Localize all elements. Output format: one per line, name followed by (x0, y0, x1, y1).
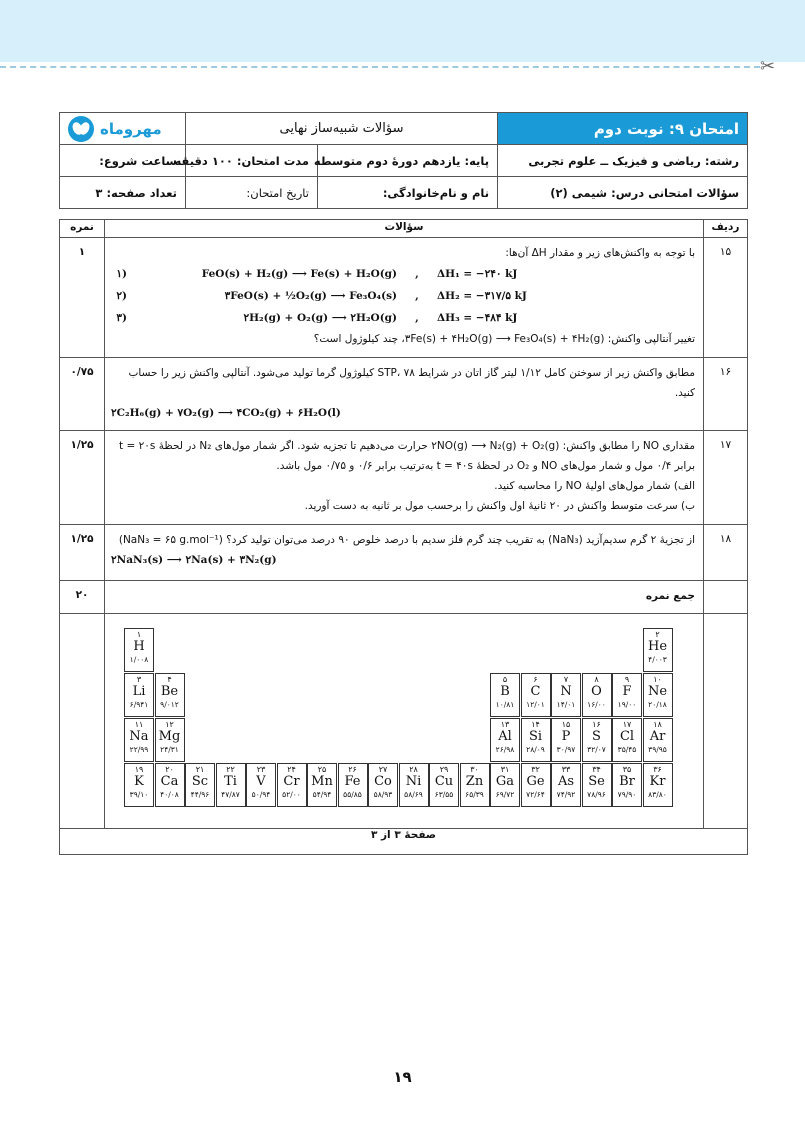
atomic-number: ۱۰ (653, 674, 662, 684)
duration-label: مدت امتحان: ۱۰۰ دقیقه (186, 145, 318, 177)
atomic-mass: ۲۰/۱۸ (648, 699, 667, 709)
question-ask: تغییر آنتالپی واکنش: ۳Fe(s) + ۴H₂O(g) ⟶ Fe₃O₄(s) + ۴H₂(g)، چند کیلوژول است؟ (313, 332, 695, 345)
reaction-line (111, 286, 695, 308)
periodic-table (124, 628, 684, 818)
element-symbol: Be (160, 683, 179, 699)
reaction-equation: ۳FeO(s) + ½O₂(g) ⟶ Fe₃O₄(s) (224, 289, 397, 302)
atomic-number: ۲۵ (317, 764, 327, 774)
atomic-mass: ۶۵/۳۹ (465, 789, 484, 799)
atomic-number: ۱۳ (500, 719, 510, 729)
element-symbol: K (134, 773, 144, 789)
element-symbol: Ca (160, 773, 179, 789)
atomic-number: ۲۹ (439, 764, 449, 774)
reaction-equation: FeO(s) + H₂(g) ⟶ Fe(s) + H₂O(g) (201, 267, 397, 280)
atomic-mass: ۷۸/۹۶ (587, 789, 606, 799)
cut-line (0, 66, 760, 68)
atomic-mass: ۷۴/۹۲ (556, 789, 576, 799)
atomic-mass: ۲۴/۳۱ (160, 744, 179, 754)
question-equation: ۲C₂H₆(g) + ۷O₂(g) ⟶ ۴CO₂(g) + ۶H₂O(l) (111, 406, 341, 419)
element-cell-v (246, 763, 276, 807)
atomic-mass: ۴/۰۰۳ (648, 654, 667, 664)
page-footer: صفحهٔ ۳ از ۳ (60, 828, 748, 854)
atomic-mass: ۵۰/۹۴ (251, 789, 271, 799)
element-symbol: Sc (191, 773, 209, 789)
atomic-number: ۱۹ (134, 764, 144, 774)
reaction-separator: , (415, 311, 419, 324)
atomic-number: ۳۰ (470, 764, 479, 774)
atomic-number: ۷ (563, 674, 569, 684)
question-row (60, 238, 748, 358)
atomic-number: ۲۶ (348, 764, 357, 774)
atomic-mass: ۳۰/۹۷ (556, 744, 576, 754)
element-cell-b (490, 673, 520, 717)
atomic-number: ۳۴ (592, 764, 601, 774)
total-row (60, 580, 748, 613)
exam-title: امتحان ۹: نوبت دوم (498, 113, 748, 145)
element-cell-ga (490, 763, 520, 807)
atomic-mass: ۳۵/۴۵ (617, 744, 637, 754)
element-cell-na (124, 718, 154, 762)
atomic-mass: ۷۹/۹۰ (617, 789, 637, 799)
atomic-mass: ۱۴/۰۱ (556, 699, 576, 709)
element-cell-ni (399, 763, 429, 807)
brand-cell (60, 113, 186, 145)
atomic-number: ۲۱ (195, 764, 205, 774)
element-symbol: Cu (434, 773, 454, 789)
atomic-number: ۱۵ (561, 719, 571, 729)
element-cell-si (521, 718, 551, 762)
element-symbol: Cl (619, 728, 635, 744)
element-symbol: H (133, 638, 145, 654)
question-body (105, 430, 704, 524)
reaction-separator: , (415, 267, 419, 280)
atomic-number: ۳۳ (561, 764, 571, 774)
element-symbol: Ne (647, 683, 668, 699)
element-cell-h (124, 628, 154, 672)
element-symbol: Kr (649, 773, 666, 789)
element-symbol: B (500, 683, 510, 699)
atomic-mass: ۴۰/۰۸ (160, 789, 179, 799)
page-number: ۱۹ (393, 1068, 412, 1086)
element-symbol: C (530, 683, 541, 699)
element-cell-ca (155, 763, 185, 807)
reaction-label: ۳) (116, 311, 127, 324)
atomic-mass: ۱/۰۰۸ (129, 654, 149, 664)
element-symbol: V (256, 773, 266, 789)
question-number: ۱۸ (704, 524, 748, 580)
atomic-mass: ۴۴/۹۶ (190, 789, 210, 799)
atomic-mass: ۵۸/۶۹ (404, 789, 423, 799)
element-symbol: Ar (649, 728, 666, 744)
atomic-number: ۲۲ (226, 764, 235, 774)
grade-label: پایه: یازدهم دورهٔ دوم متوسطه (318, 145, 498, 177)
reaction-line (111, 264, 695, 286)
reaction-enthalpy: ΔH₁ = −۲۴۰ kJ (437, 267, 518, 280)
field-label: رشته: ریاضی و فیزیک ــ علوم تجربی (498, 145, 748, 177)
page-count-label: تعداد صفحه: ۳ (60, 177, 186, 209)
question-body (105, 238, 704, 358)
exam-sheet (59, 112, 747, 855)
atomic-mass: ۵۴/۹۴ (312, 789, 332, 799)
reaction-line (111, 308, 695, 330)
question-row (60, 358, 748, 431)
question-part-a: الف) شمار مول‌های اولیهٔ NO را محاسبه کنید. (494, 479, 695, 492)
question-number: ۱۷ (704, 430, 748, 524)
element-cell-sc (185, 763, 215, 807)
brand-name: مهروماه (100, 119, 162, 138)
element-symbol: O (591, 683, 602, 699)
element-symbol: P (561, 728, 571, 744)
atomic-number: ۴ (167, 674, 172, 684)
atomic-mass: ۵۵/۸۵ (343, 789, 362, 799)
atomic-number: ۹ (624, 674, 630, 684)
element-symbol: Mn (311, 773, 333, 789)
brand-logo (68, 116, 177, 142)
element-cell-o (582, 673, 612, 717)
atomic-number: ۱۸ (653, 719, 662, 729)
top-banner (0, 0, 805, 62)
atomic-number: ۱۲ (165, 719, 174, 729)
question-equation: ۲NaN₃(s) ⟶ ۲Na(s) + ۳N₂(g) (111, 553, 277, 566)
atomic-mass: ۶۹/۷۲ (495, 789, 515, 799)
element-cell-p (551, 718, 581, 762)
question-score: ۱/۲۵ (60, 430, 105, 524)
atomic-mass: ۸۳/۸۰ (648, 789, 667, 799)
element-symbol: Si (528, 728, 543, 744)
exam-series: سؤالات شبیه‌ساز نهایی (186, 113, 498, 145)
atomic-mass: ۱۹/۰۰ (617, 699, 637, 709)
element-symbol: He (647, 638, 668, 654)
atomic-mass: ۵۸/۹۳ (373, 789, 393, 799)
atomic-number: ۳ (136, 674, 142, 684)
element-cell-he (643, 628, 673, 672)
atomic-number: ۳۵ (622, 764, 632, 774)
atomic-mass: ۷۲/۶۴ (526, 789, 545, 799)
questions-header: سؤالات (105, 220, 704, 238)
atomic-number: ۳۲ (531, 764, 540, 774)
reaction-label: ۲) (116, 289, 127, 302)
row-header: ردیف (704, 220, 748, 238)
atomic-number: ۲۴ (287, 764, 296, 774)
question-score: ۱/۲۵ (60, 524, 105, 580)
atomic-number: ۳۱ (500, 764, 510, 774)
element-symbol: Ga (495, 773, 515, 789)
element-cell-se (582, 763, 612, 807)
element-cell-as (551, 763, 581, 807)
element-cell-zn (460, 763, 490, 807)
reaction-equation: ۲H₂(g) + O₂(g) ⟶ ۲H₂O(g) (243, 311, 397, 324)
atomic-mass: ۹/۰۱۲ (160, 699, 179, 709)
atomic-mass: ۶۳/۵۵ (434, 789, 454, 799)
total-score: ۲۰ (60, 580, 105, 613)
element-cell-cu (429, 763, 459, 807)
page-footer-row (60, 828, 748, 854)
atomic-mass: ۴۷/۸۷ (221, 789, 240, 799)
atomic-mass: ۲۲/۹۹ (129, 744, 149, 754)
question-body (105, 358, 704, 431)
element-cell-ge (521, 763, 551, 807)
element-cell-li (124, 673, 154, 717)
atomic-number: ۸ (594, 674, 599, 684)
name-label: نام و نام‌خانوادگی: (318, 177, 498, 209)
question-score: ۰/۷۵ (60, 358, 105, 431)
atomic-mass: ۳۹/۹۵ (648, 744, 667, 754)
atomic-mass: ۱۰/۸۱ (495, 699, 515, 709)
element-symbol: Ge (526, 773, 545, 789)
element-symbol: Na (129, 728, 149, 744)
atomic-number: ۱۱ (134, 719, 144, 729)
element-cell-mg (155, 718, 185, 762)
scissors-icon: ✂ (760, 56, 776, 77)
element-symbol: Ti (224, 773, 237, 789)
question-part-b: ب) سرعت متوسط واکنش در ۲۰ ثانیهٔ اول واکنش را برحسب مول بر ثانیه به دست آورید. (304, 499, 695, 512)
atomic-number: ۱۴ (531, 719, 540, 729)
atomic-number: ۱۶ (592, 719, 601, 729)
element-cell-br (612, 763, 642, 807)
question-text: مطابق واکنش زیر از سوختن کامل ۱/۱۲ لیتر گاز اتان در شرایط STP، ۷۸ کیلوژول گرما تولید می‌شود. آنتالپی واکنش زیر را حساب کنید. (128, 367, 695, 399)
atomic-number: ۳۶ (653, 764, 662, 774)
atomic-number: ۶ (533, 674, 538, 684)
reaction-enthalpy: ΔH₂ = −۳۱۷/۵ kJ (437, 289, 527, 302)
question-text: از تجزیهٔ ۲ گرم سدیم‌آزید (NaN₃) به تقریب چند گرم فلز سدیم با درصد خلوص ۹۰ درصد می‌توان تولید کرد؟ (NaN₃ = ۶۵ g.mol⁻¹) (118, 533, 695, 546)
element-cell-cl (612, 718, 642, 762)
atomic-mass: ۱۶/۰۰ (587, 699, 606, 709)
butterfly-icon (68, 116, 94, 142)
element-cell-be (155, 673, 185, 717)
element-symbol: Mg (158, 728, 181, 744)
element-cell-s (582, 718, 612, 762)
element-symbol: Zn (465, 773, 484, 789)
element-symbol: Li (132, 683, 146, 699)
element-cell-ne (643, 673, 673, 717)
element-symbol: Cr (283, 773, 300, 789)
atomic-mass: ۲۸/۰۹ (526, 744, 545, 754)
atomic-mass: ۵۲/۰۰ (282, 789, 301, 799)
element-symbol: Fe (344, 773, 361, 789)
element-symbol: S (592, 728, 601, 744)
atomic-number: ۲ (655, 629, 660, 639)
total-label: جمع نمره (105, 580, 704, 613)
reaction-separator: , (415, 289, 419, 302)
element-symbol: Ni (405, 773, 422, 789)
atomic-number: ۲۳ (256, 764, 266, 774)
periodic-table-row (60, 613, 748, 828)
atomic-mass: ۶/۹۴۱ (129, 699, 149, 709)
question-row (60, 430, 748, 524)
element-cell-ar (643, 718, 673, 762)
atomic-mass: ۱۲/۰۱ (526, 699, 545, 709)
date-label: تاریخ امتحان: (186, 177, 318, 209)
question-body (105, 524, 704, 580)
element-cell-c (521, 673, 551, 717)
element-cell-k (124, 763, 154, 807)
atomic-number: ۵ (502, 674, 508, 684)
element-symbol: Co (374, 773, 392, 789)
reaction-label: ۱) (116, 267, 127, 280)
question-row (60, 524, 748, 580)
element-cell-ti (216, 763, 246, 807)
periodic-table-cell (105, 613, 704, 828)
element-symbol: F (622, 683, 632, 699)
element-cell-co (368, 763, 398, 807)
reaction-enthalpy: ΔH₃ = −۴۸۴ kJ (437, 311, 518, 324)
atomic-mass: ۳۹/۱۰ (129, 789, 149, 799)
question-score: ۱ (60, 238, 105, 358)
element-symbol: Br (619, 773, 635, 789)
element-cell-mn (307, 763, 337, 807)
element-cell-al (490, 718, 520, 762)
element-symbol: Se (588, 773, 605, 789)
course-label: سؤالات امتحانی درس: شیمی (۲) (498, 177, 748, 209)
atomic-number: ۱۷ (622, 719, 632, 729)
element-symbol: N (560, 683, 572, 699)
question-line: مقداری NO را مطابق واکنش: ۲NO(g) ⟶ N₂(g) + O₂(g) حرارت می‌دهیم تا تجزیه شود. اگر شمار مول‌های N₂ در لحظهٔ t = ۲۰s (119, 439, 695, 452)
questions-table (59, 219, 748, 855)
question-number: ۱۶ (704, 358, 748, 431)
question-number: ۱۵ (704, 238, 748, 358)
element-cell-n (551, 673, 581, 717)
start-time-label: ساعت شروع: (60, 145, 186, 177)
element-cell-cr (277, 763, 307, 807)
element-cell-fe (338, 763, 368, 807)
atomic-number: ۱ (136, 629, 142, 639)
atomic-number: ۲۰ (165, 764, 174, 774)
atomic-number: ۲۷ (378, 764, 388, 774)
element-cell-kr (643, 763, 673, 807)
element-symbol: As (557, 773, 575, 789)
atomic-mass: ۲۶/۹۸ (495, 744, 515, 754)
atomic-mass: ۳۲/۰۷ (587, 744, 606, 754)
question-line: برابر ۰/۴ مول و شمار مول‌های NO و O₂ در لحظهٔ t = ۴۰s به‌ترتیب برابر ۰/۶ و ۰/۷۵ مول باشد. (276, 459, 695, 472)
score-header: نمره (60, 220, 105, 238)
question-intro: با توجه به واکنش‌های زیر و مقدار ΔH آن‌ها: (505, 247, 695, 259)
element-symbol: Al (498, 728, 512, 744)
exam-header (59, 112, 748, 209)
atomic-number: ۲۸ (409, 764, 418, 774)
element-cell-f (612, 673, 642, 717)
